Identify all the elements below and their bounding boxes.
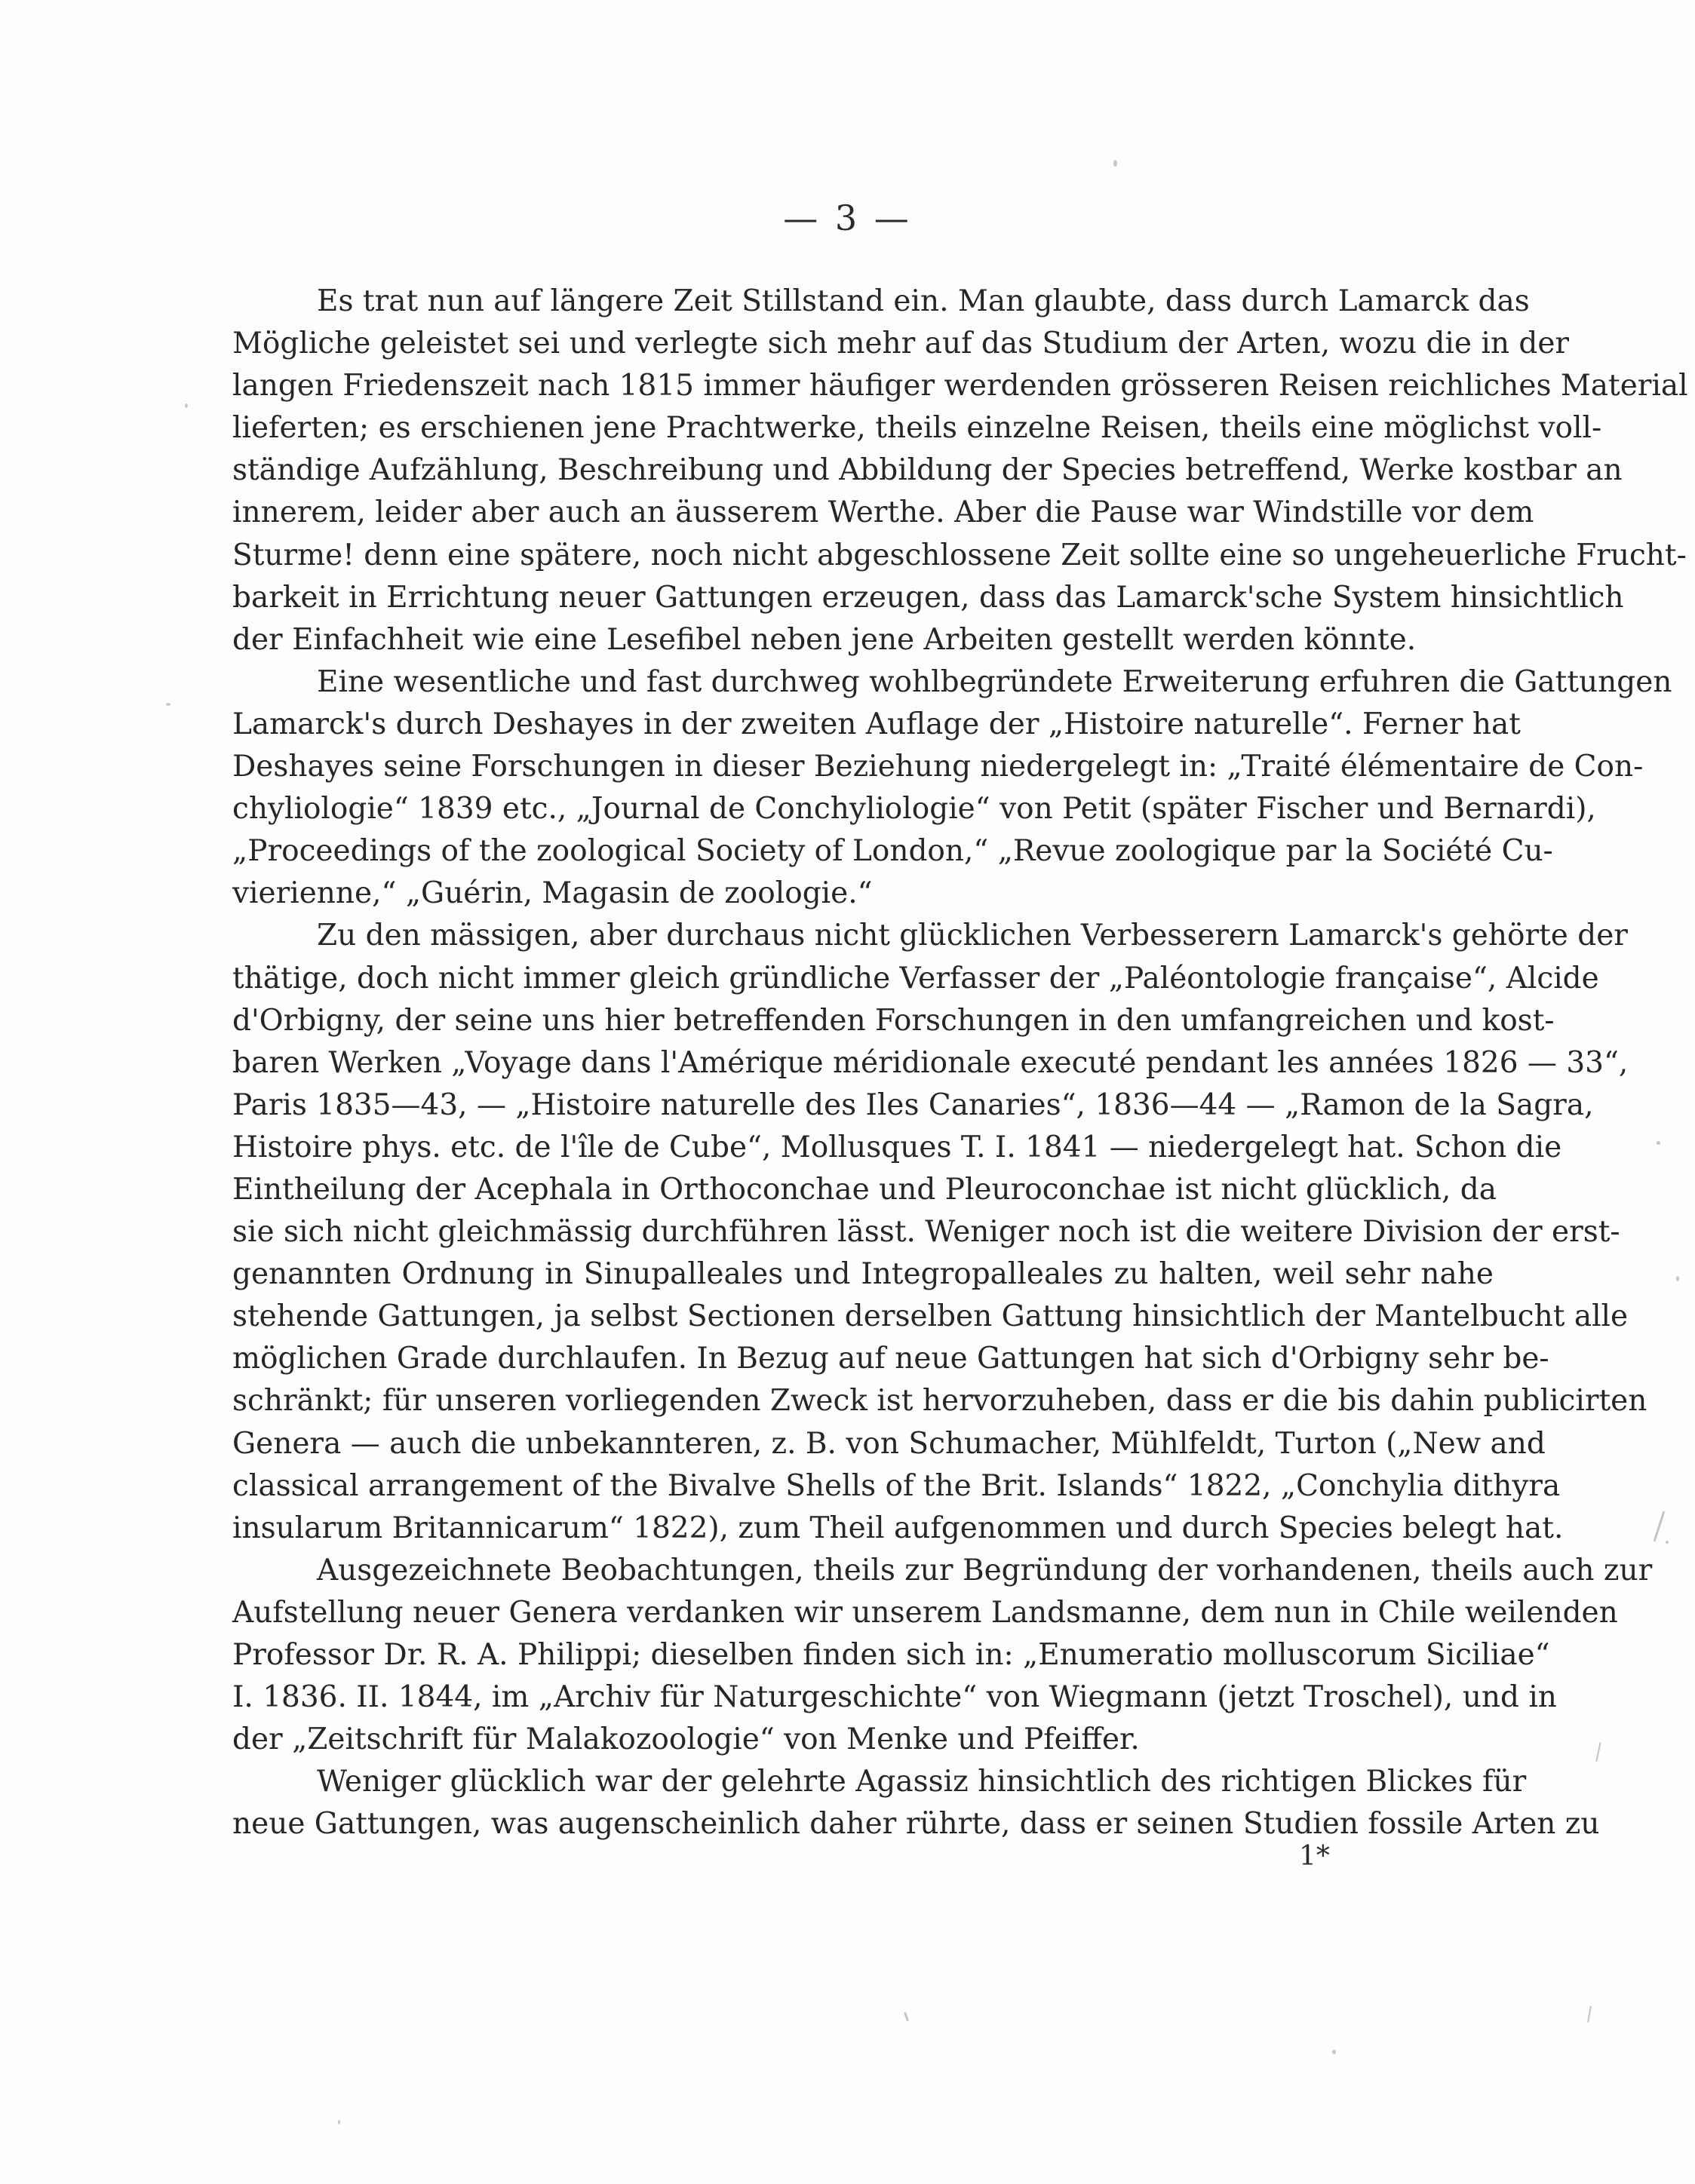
text-line: Sturme! denn eine spätere, noch nicht abgeschlossene Zeit sollte eine so ungeheuerliche Frucht- [232,538,1687,572]
scan-speck [185,403,188,408]
text-line: langen Friedenszeit nach 1815 immer häufiger werdenden grösseren Reisen reichliches Material [232,369,1688,403]
text-line: sie sich nicht gleichmässig durchführen lässt. Weniger noch ist die weitere Division der erst- [232,1215,1620,1250]
text-line: classical arrangement of the Bivalve Shells of the Brit. Islands“ 1822, „Conchylia dithyra [232,1468,1561,1503]
text-line: Lamarck's durch Deshayes in der zweiten Auflage der „Histoire naturelle“. Ferner hat [232,707,1521,741]
scan-stroke [1587,2006,1592,2023]
text-line: Aufstellung neuer Genera verdanken wir unserem Landsmanne, dem nun in Chile weilenden [232,1595,1618,1630]
text-line: schränkt; für unseren vorliegenden Zweck ist hervorzuheben, dass er die bis dahin publicirten [232,1384,1647,1419]
text-line: Paris 1835—43, — „Histoire naturelle des Iles Canaries“, 1836—44 — „Ramon de la Sagra, [232,1087,1594,1122]
text-line: d'Orbigny, der seine uns hier betreffenden Forschungen in den umfangreichen und kost- [232,1003,1555,1038]
text-line: stehende Gattungen, ja selbst Sectionen derselben Gattung hinsichtlich der Mantelbucht alle [232,1299,1629,1334]
text-line: insularum Britannicarum“ 1822), zum Theil aufgenommen und durch Species belegt hat. [232,1511,1564,1545]
signature-mark: 1* [1299,1841,1330,1872]
text-line: Es trat nun auf längere Zeit Stillstand ein. Man glaubte, dass durch Lamarck das [317,284,1530,318]
text-line: Mögliche geleistet sei und verlegte sich mehr auf das Studium der Arten, wozu die in der [232,327,1570,361]
text-line: Ausgezeichnete Beobachtungen, theils zur Begründung der vorhandenen, theils auch zur [317,1553,1653,1587]
text-line: neue Gattungen, was augenscheinlich daher rührte, dass er seinen Studien fossile Arten zu [232,1807,1600,1842]
text-line: vierienne,“ „Guérin, Magasin de zoologie.“ [232,876,873,911]
text-line: chyliologie“ 1839 etc., „Journal de Conchyliologie“ von Petit (später Fischer und Bernardi), [232,792,1596,827]
scan-stroke [904,2012,909,2021]
text-line: Eintheilung der Acephala in Orthoconchae und Pleuroconchae ist nicht glücklich, da [232,1172,1497,1207]
text-line: Eine wesentliche und fast durchweg wohlbegründete Erweiterung erfuhren die Gattungen [317,664,1672,699]
text-line: lieferten; es erschienen jene Prachtwerke, theils einzelne Reisen, theils eine möglichst voll- [232,411,1602,446]
text-line: genannten Ordnung in Sinupalleales und Integropalleales zu halten, weil sehr nahe [232,1257,1494,1292]
text-line: barkeit in Errichtung neuer Gattungen erzeugen, dass das Lamarck'sche System hinsichtlich [232,580,1624,615]
scan-stroke [1595,1742,1601,1762]
scan-speck [1666,1541,1669,1544]
text-line: Deshayes seine Forschungen in dieser Beziehung niedergelegt in: „Traité élémentaire de Con- [232,750,1644,784]
text-line: baren Werken „Voyage dans l'Amérique méridionale executé pendant les années 1826 — 33“, [232,1045,1629,1080]
text-line: der „Zeitschrift für Malakozoologie“ von Menke und Pfeiffer. [232,1722,1140,1757]
text-line: möglichen Grade durchlaufen. In Bezug auf neue Gattungen hat sich d'Orbigny sehr be- [232,1342,1549,1376]
text-line: I. 1836. II. 1844, im „Archiv für Naturgeschichte“ von Wiegmann (jetzt Troschel), und in [232,1680,1557,1715]
scan-stroke [1654,1511,1666,1542]
text-line: thätige, doch nicht immer gleich gründliche Verfasser der „Paléontologie française“, Alcide [232,961,1599,995]
text-line: ständige Aufzählung, Beschreibung und Abbildung der Species betreffend, Werke kostbar an [232,453,1623,488]
scan-speck [1676,1276,1679,1281]
scan-speck [1113,160,1117,167]
page-number: — 3 — [783,198,912,238]
text-line: innerem, leider aber auch an äusserem Werthe. Aber die Pause war Windstille vor dem [232,495,1534,530]
scan-speck [338,2120,340,2124]
text-line: Genera — auch die unbekannteren, z. B. von Schumacher, Mühlfeldt, Turton („New and [232,1426,1546,1461]
text-line: „Proceedings of the zoological Society of London,“ „Revue zoologique par la Société Cu- [232,834,1553,869]
text-line: Professor Dr. R. A. Philippi; dieselben finden sich in: „Enumeratio molluscorum Siciliae“ [232,1638,1550,1672]
text-line: der Einfachheit wie eine Lesefibel neben jene Arbeiten gestellt werden könnte. [232,622,1417,657]
scan-speck [1332,2050,1336,2054]
scan-speck [1657,1141,1660,1145]
text-line: Histoire phys. etc. de l'île de Cube“, Mollusques T. I. 1841 — niedergelegt hat. Schon die [232,1130,1562,1164]
scan-speck [166,703,170,706]
text-line: Weniger glücklich war der gelehrte Agassiz hinsichtlich des richtigen Blickes für [317,1765,1527,1799]
body-text [232,281,1688,1845]
text-line: Zu den mässigen, aber durchaus nicht glücklichen Verbesserern Lamarck's gehörte der [317,919,1628,953]
